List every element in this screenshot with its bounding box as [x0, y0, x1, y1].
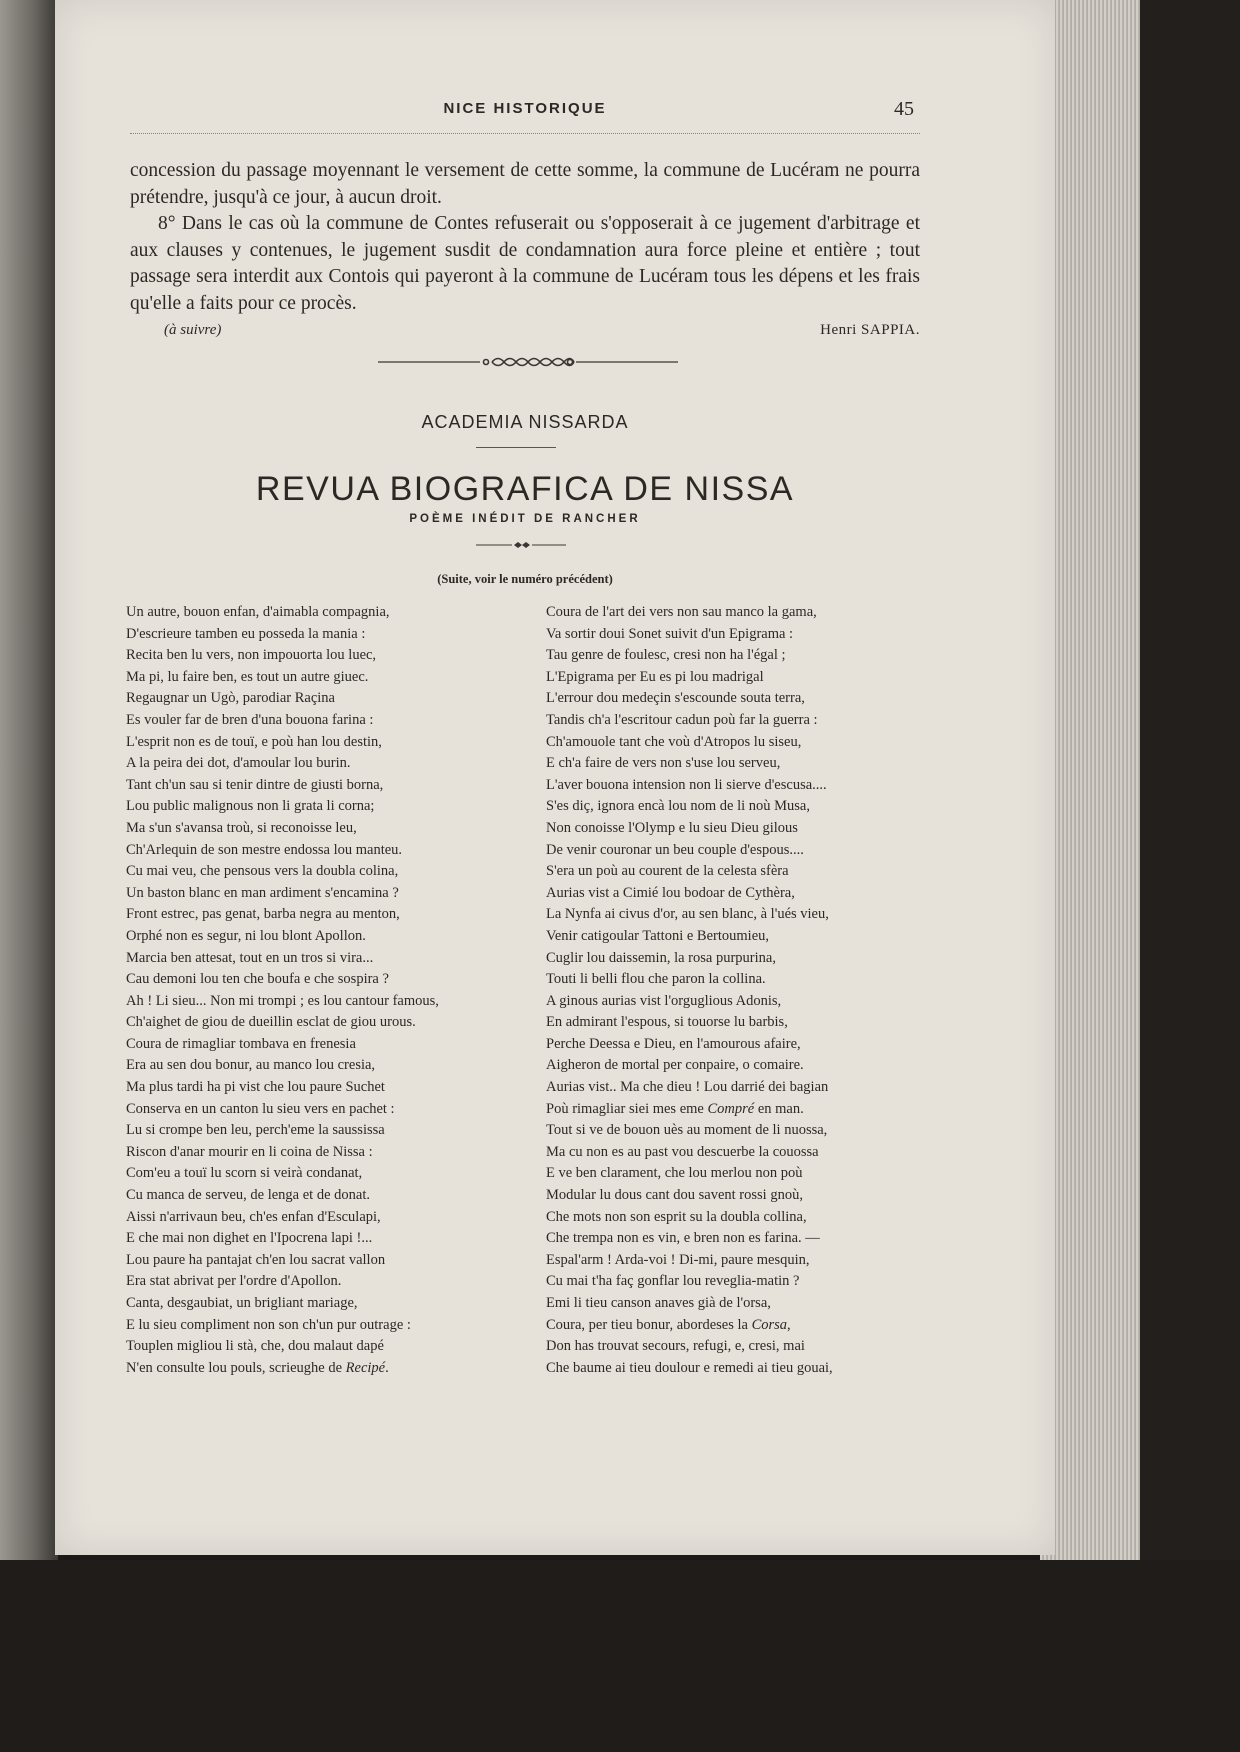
- poem-line: Canta, desgaubiat, un brigliant mariage,: [126, 1295, 358, 1311]
- poem-line: Che mots non son esprit su la doubla collina,: [546, 1208, 807, 1225]
- poem-line: La Nynfa ai civus d'or, au sen blanc, à l'ués vieu,: [546, 906, 829, 923]
- poem-line: Coura de l'art dei vers non sau manco la gama,: [546, 604, 817, 620]
- poem-line: Non conoisse l'Olymp e lu sieu Dieu gilous: [546, 819, 798, 836]
- poem-line: Ma plus tardi ha pi vist che lou paure Suchet: [126, 1079, 385, 1096]
- poem-line: Va sortir doui Sonet suivit d'un Epigrama :: [546, 625, 794, 642]
- poem-line: Ch'Arlequin de son mestre endossa lou manteu.: [126, 841, 403, 858]
- poem-line: Aurias vist.. Ma che dieu ! Lou darrié dei bagian: [546, 1079, 829, 1096]
- poem-line: Era au sen dou bonur, au manco lou cresia,: [126, 1057, 376, 1074]
- background-dark-right: [1140, 0, 1240, 1752]
- poem-line: L'esprit non es de touï, e poù han lou destin,: [126, 733, 382, 750]
- poem-line: En admirant l'espous, si touorse lu barbis,: [546, 1014, 788, 1031]
- poem-line: Marcia ben attesat, tout en un tros si vira...: [126, 949, 374, 966]
- poem-line: Ch'amouole tant che voù d'Atropos lu siseu,: [546, 733, 802, 750]
- poem-line: S'era un poù au courent de la celesta sfèra: [546, 863, 789, 880]
- poem-line: Coura de rimagliar tombava en frenesia: [126, 1035, 356, 1052]
- poem-line: Emi li tieu canson anaves già de l'orsa,: [546, 1295, 771, 1311]
- small-ornament: [476, 540, 566, 550]
- poem-line: Aissi n'arrivaun beu, ch'es enfan d'Esculapi,: [126, 1208, 381, 1225]
- poem-line: E che mai non dighet en l'Ipocrena lapi !...: [126, 1230, 373, 1247]
- poem-line: N'en consulte lou pouls, scrieughe de Recipé.: [126, 1359, 389, 1376]
- poem-line: Com'eu a touï lu scorn si veirà condanat,: [126, 1165, 363, 1182]
- prose-paragraph-2: 8° Dans le cas où la commune de Contes refuserait ou s'opposerait à ce jugement d'arbitrage et aux clauses y contenues, le jugement susdit de condamnation aura force pleine et entière ; tout passage sera interdit aux Contois qui payeront à la commune de Lucéram tous les dépens et les frais qu'elle a faits pour ce procès.: [130, 213, 920, 314]
- prose-block: [130, 158, 920, 317]
- poem-line: Coura, per tieu bonur, abordeses la Corsa,: [546, 1316, 791, 1333]
- poem-line: Lou paure ha pantajat ch'en lou sacrat vallon: [126, 1251, 386, 1268]
- poem-line: Riscon d'anar mourir en li coina de Nissa :: [126, 1143, 373, 1160]
- to-be-continued-note: (à suivre): [164, 322, 222, 338]
- poem-line: Venir catigoular Tattoni e Bertoumieu,: [546, 927, 770, 944]
- poem-line: L'Epigrama per Eu es pi lou madrigal: [546, 668, 764, 685]
- poem-line: Che baume ai tieu doulour e remedi ai tieu gouai,: [546, 1359, 833, 1376]
- poem-right-column: [546, 602, 926, 1379]
- page-stack-edge: [1040, 0, 1140, 1560]
- poem-line: Conserva en un canton lu sieu vers en pachet :: [126, 1100, 395, 1117]
- poem-line: Tout si ve de bouon uès au moment de li nuossa,: [546, 1122, 828, 1139]
- poem-line: Lu si crompe ben leu, perch'eme la saussissa: [126, 1122, 385, 1139]
- poem-line: Modular lu dous cant dou savent rossi gnoù,: [546, 1187, 803, 1204]
- poem-line: Perche Deessa e Dieu, en l'amourous afaire,: [546, 1035, 801, 1052]
- poem-line: L'errour dou medeçin s'escounde souta terra,: [546, 690, 805, 707]
- poem-line: Che trempa non es vin, e bren non es farina. —: [546, 1230, 820, 1247]
- poem-line: Aigheron de mortal per conpaire, o comaire.: [546, 1057, 804, 1074]
- poem-line: Ch'aighet de giou de dueillin esclat de giou urous.: [126, 1014, 416, 1031]
- poem-line: Regaugnar un Ugò, parodiar Raçina: [126, 690, 335, 707]
- section-rule: [476, 447, 556, 448]
- poem-line: Tau genre de foulesc, cresi non ha l'égal ;: [546, 647, 786, 664]
- poem-line: Aurias vist a Cimié lou bodoar de Cythèra,: [546, 884, 795, 901]
- poem-line: Don has trouvat secours, refugi, e, cresi, mai: [546, 1338, 805, 1355]
- section-heading: ACADEMIA NISSARDA: [421, 412, 629, 432]
- page-number: 45: [894, 98, 914, 120]
- poem-line: Espal'arm ! Arda-voi ! Di-mi, paure mesquin,: [546, 1251, 810, 1268]
- poem-line: Un baston blanc en man ardiment s'encamina ?: [126, 884, 399, 901]
- poem-line: Ah ! Li sieu... Non mi trompi ; es lou cantour famous,: [126, 992, 439, 1009]
- poem-line: Tandis ch'a l'escritour cadun poù far la guerra :: [546, 711, 818, 728]
- poem-line: Front estrec, pas genat, barba negra au menton,: [126, 906, 400, 923]
- poem-line: Recita ben lu vers, non impouorta lou luec,: [126, 647, 377, 664]
- poem-line: A ginous aurias vist l'orguglious Adonis,: [546, 992, 782, 1009]
- ornament-divider: [378, 354, 678, 370]
- poem-line: A la peira dei dot, d'amoular lou burin.: [126, 755, 351, 772]
- poem-line: L'aver bouona intension non li sierve d'escusa....: [546, 776, 827, 793]
- poem-line: D'escrieure tamben eu posseda la mania :: [126, 625, 366, 642]
- poem-line: Cuglir lou daissemin, la rosa purpurina,: [546, 949, 776, 966]
- poem-line: Cau demoni lou ten che boufa e che sospira ?: [126, 971, 389, 988]
- poem-line: S'es diç, ignora encà lou nom de li noù Musa,: [546, 798, 810, 815]
- poem-line: Un autre, bouon enfan, d'aimabla compagnia,: [126, 604, 390, 620]
- binding-edge: [0, 0, 58, 1565]
- poem-line: Ma cu non es au past vou descuerbe la couossa: [546, 1143, 819, 1160]
- continuation-note: (Suite, voir le numéro précédent): [437, 572, 613, 586]
- running-header: [130, 98, 920, 122]
- poem-line: E ve ben clarament, che lou merlou non poù: [546, 1165, 803, 1182]
- author-signature: Henri SAPPIA.: [820, 322, 920, 338]
- header-rule: [130, 133, 920, 135]
- poem-line: E ch'a faire de vers non s'use lou serveu,: [546, 755, 781, 772]
- poem-line: Era stat abrivat per l'ordre d'Apollon.: [126, 1273, 342, 1290]
- poem-line: Ma s'un s'avansa troù, si reconoisse leu,: [126, 819, 357, 836]
- poem-line: Cu mai t'ha faç gonflar lou reveglia-matin ?: [546, 1273, 800, 1290]
- article-title: REVUA BIOGRAFICA DE NISSA: [255, 470, 795, 508]
- background-dark-bottom: [0, 1560, 1240, 1752]
- journal-title: NICE HISTORIQUE: [443, 100, 607, 117]
- poem-line: Cu mai veu, che pensous vers la doubla colina,: [126, 863, 399, 880]
- poem-left-column: [126, 602, 518, 1379]
- poem-line: Poù rimagliar siei mes eme Compré en man.: [546, 1100, 804, 1117]
- poem-line: Orphé non es segur, ni lou blont Apollon.: [126, 927, 366, 944]
- poem-line: Lou public malignous non li grata li corna;: [126, 798, 375, 815]
- poem-line: Ma pi, lu faire ben, es tout un autre giuec.: [126, 668, 369, 685]
- poem-line: De venir couronar un beu couple d'espous....: [546, 841, 804, 858]
- article-subtitle: POÈME INÉDIT DE RANCHER: [409, 513, 641, 525]
- prose-paragraph-1: concession du passage moyennant le versement de cette somme, la commune de Lucéram ne pourra prétendre, jusqu'à ce jour, à aucun droit.: [130, 160, 920, 208]
- poem-line: Touti li belli flou che paron la collina.: [546, 971, 766, 988]
- poem-line: Cu manca de serveu, de lenga et de donat.: [126, 1187, 370, 1204]
- signature-row: [130, 322, 920, 344]
- poem-line: Tant ch'un sau si tenir dintre de giusti borna,: [126, 776, 384, 793]
- poem-line: E lu sieu compliment non son ch'un pur outrage :: [126, 1316, 411, 1333]
- poem-line: Touplen migliou li stà, che, dou malaut dapé: [126, 1338, 384, 1355]
- poem-line: Es vouler far de bren d'una bouona farina :: [126, 711, 374, 728]
